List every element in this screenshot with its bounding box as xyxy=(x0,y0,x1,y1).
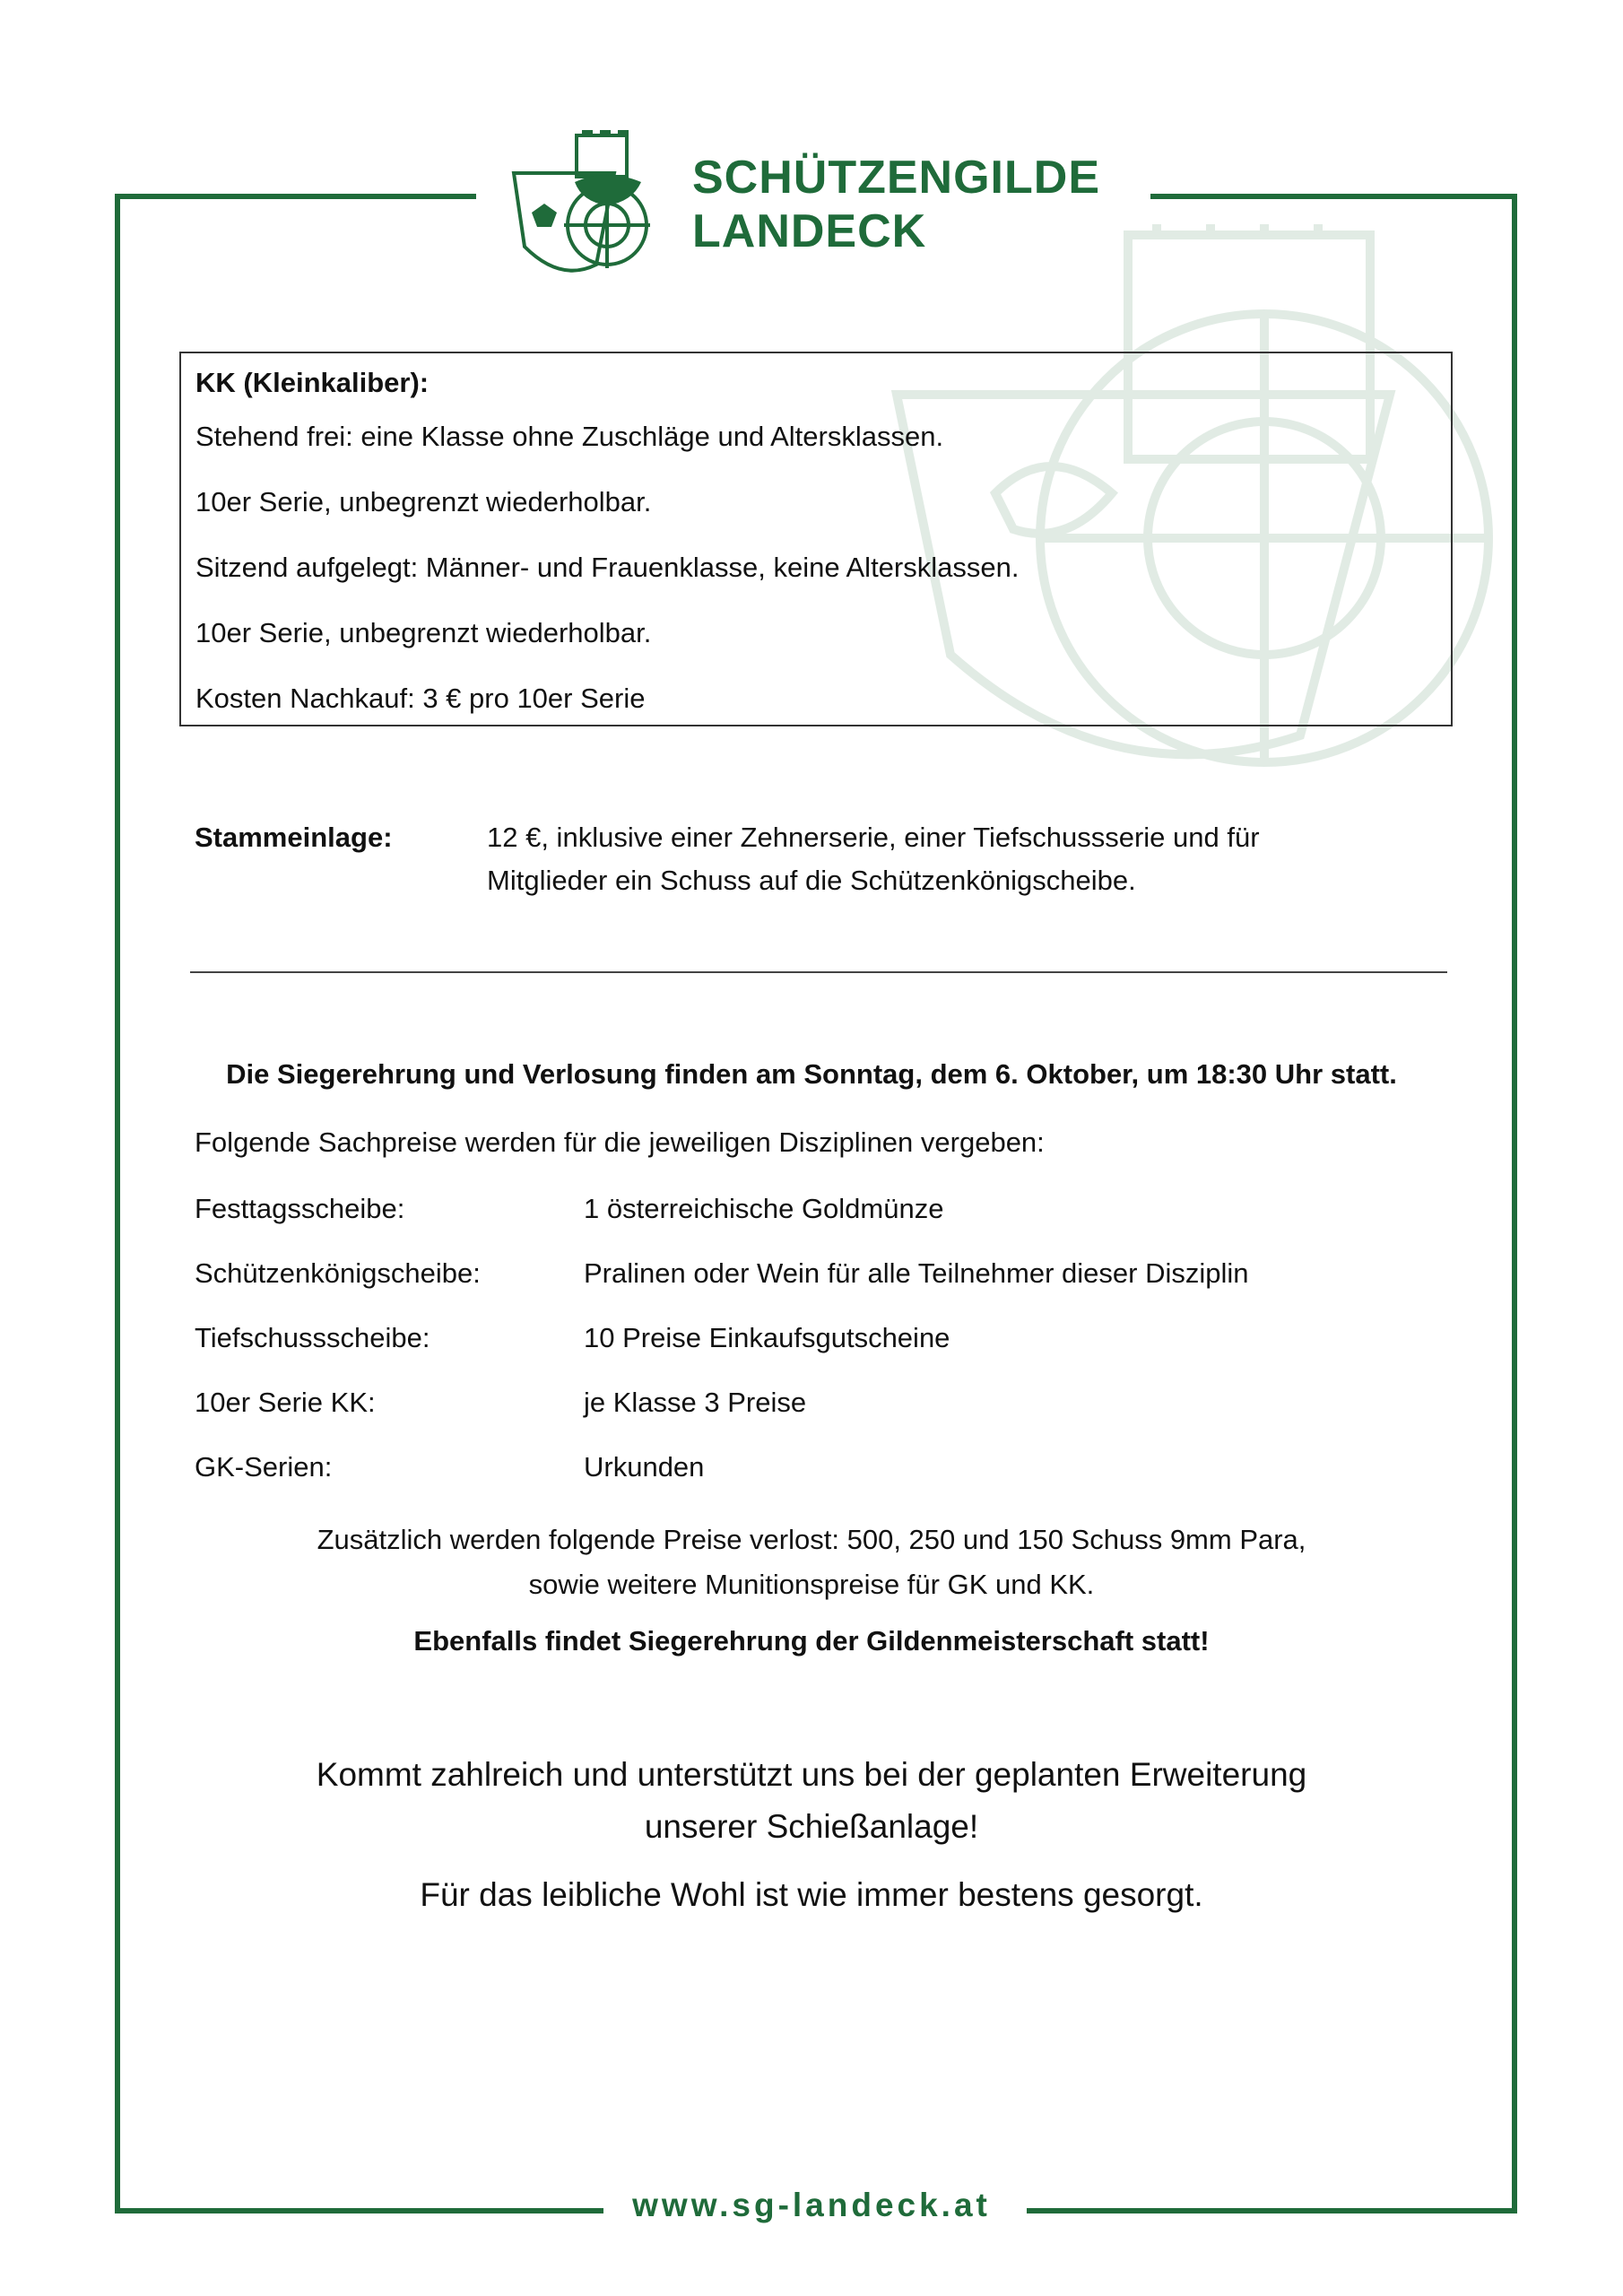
prize-value: 1 österreichische Goldmünze xyxy=(584,1193,944,1224)
kk-line: Kosten Nachkauf: 3 € pro 10er Serie xyxy=(195,683,646,714)
brand-line-1: SCHÜTZENGILDE xyxy=(692,152,1100,204)
ceremony-heading: Die Siegerehrung und Verlosung finden am Sonntag, dem 6. Oktober, um 18:30 Uhr statt. xyxy=(226,1058,1397,1090)
section-divider xyxy=(190,971,1447,973)
kk-line: 10er Serie, unbegrenzt wiederholbar. xyxy=(195,617,652,648)
frame-top-left xyxy=(115,194,476,199)
closing-catering: Für das leibliche Wohl ist wie immer bestens gesorgt. xyxy=(420,1876,1203,1913)
stammeinlage-line-2: Mitglieder ein Schuss auf die Schützenkönigscheibe. xyxy=(487,865,1136,896)
kk-line: Sitzend aufgelegt: Männer- und Frauenklasse, keine Altersklassen. xyxy=(195,552,1020,583)
closing-line-2: unserer Schießanlage! xyxy=(644,1808,979,1845)
prizes-intro: Folgende Sachpreise werden für die jeweiligen Disziplinen vergeben: xyxy=(195,1126,1045,1158)
frame-top-right xyxy=(1150,194,1517,199)
stammeinlage-label: Stammeinlage: xyxy=(195,822,393,853)
prize-value: Pralinen oder Wein für alle Teilnehmer dieser Disziplin xyxy=(584,1257,1249,1289)
stammeinlage-line-1: 12 €, inklusive einer Zehnerserie, einer Tiefschussserie und für xyxy=(487,822,1260,853)
prize-value: 10 Preise Einkaufsgutscheine xyxy=(584,1322,950,1353)
prize-discipline: Schützenkönigscheibe: xyxy=(195,1257,481,1289)
closing-line-1: Kommt zahlreich und unterstützt uns bei der geplanten Erweiterung xyxy=(316,1756,1307,1793)
prize-discipline: Festtagsscheibe: xyxy=(195,1193,405,1224)
website-link[interactable]: www.sg-landeck.at xyxy=(632,2187,991,2223)
kk-info-box xyxy=(179,352,1453,726)
kk-line: Stehend frei: eine Klasse ohne Zuschläge und Altersklassen. xyxy=(195,421,944,452)
raffle-line-2: sowie weitere Munitionspreise für GK und KK. xyxy=(528,1569,1095,1600)
guild-championship-note: Ebenfalls findet Siegerehrung der Gildenmeisterschaft statt! xyxy=(413,1625,1210,1657)
kk-title: KK (Kleinkaliber): xyxy=(195,367,430,398)
prize-value: Urkunden xyxy=(584,1451,705,1483)
prize-value: je Klasse 3 Preise xyxy=(584,1387,807,1418)
prize-discipline: 10er Serie KK: xyxy=(195,1387,376,1418)
prize-discipline: Tiefschussscheibe: xyxy=(195,1322,430,1353)
stammeinlage-value xyxy=(487,816,1384,902)
guild-crest-icon xyxy=(507,130,686,283)
raffle-line-1: Zusätzlich werden folgende Preise verlost: 500, 250 und 150 Schuss 9mm Para, xyxy=(317,1524,1306,1555)
prize-discipline: GK-Serien: xyxy=(195,1451,333,1483)
kk-line: 10er Serie, unbegrenzt wiederholbar. xyxy=(195,486,652,517)
brand-line-2: LANDECK xyxy=(692,205,927,257)
closing-appeal xyxy=(0,1749,1623,1853)
raffle-note xyxy=(0,1518,1623,1607)
